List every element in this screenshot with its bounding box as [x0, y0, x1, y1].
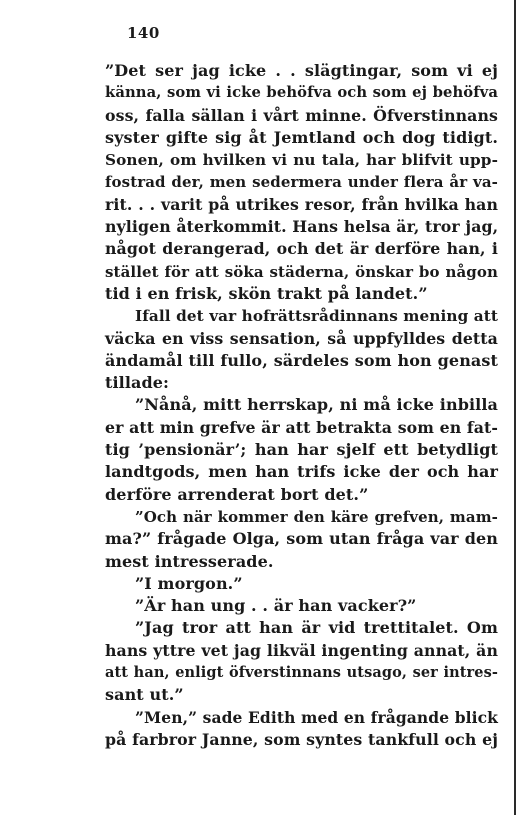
text-line: nyligen återkommit. Hans helsa är, tror jag, — [105, 217, 499, 237]
text-line: ”Är han ung . . är han vacker?” — [135, 596, 417, 616]
text-line: ”Och när kommer den käre grefven, mam- — [135, 507, 498, 526]
page-edge-shadow — [514, 0, 516, 815]
text-line: Ifall det var hofrättsrådinnans mening att — [135, 307, 499, 326]
text-line: ”Det ser jag icke . . slägtingar, som vi ej — [105, 61, 498, 80]
text-line: stället för att söka städerna, önskar bo någon — [105, 262, 498, 281]
text-line: ”Jag tror att han är vid trettitalet. Om — [135, 618, 498, 638]
text-line: oss, falla sällan i vårt minne. Öfverstinnans — [105, 105, 498, 125]
text-line: ändamål till fullo, särdeles som hon genast — [105, 350, 498, 370]
text-line: tig ’pensionär’; han har sjelf ett betydligt — [105, 440, 498, 460]
body-text — [105, 60, 498, 751]
text-line: ”Men,” sade Edith med en frågande blick — [135, 707, 498, 727]
text-line: Sonen, om hvilken vi nu tala, har blifvit upp- — [105, 151, 498, 170]
text-line: något derangerad, och det är derföre han, i — [105, 239, 498, 259]
text-line: mest intresserade. — [105, 551, 274, 571]
text-line: på farbror Janne, som syntes tankfull och ej — [105, 729, 498, 749]
text-line: ”Nånå, mitt herrskap, ni må icke inbilla — [135, 395, 498, 415]
text-line: hans yttre vet jag likväl ingenting annat, än — [105, 640, 498, 660]
text-line: tid i en frisk, skön trakt på landet.” — [105, 283, 428, 303]
text-line: känna, som vi icke behöfva och som ej behöfva — [105, 84, 498, 102]
text-line: er att min grefve är att betrakta som en fat- — [105, 417, 499, 437]
text-line: landtgods, men han trifs icke der och har — [105, 462, 498, 482]
text-line: derföre arrenderat bort det.” — [105, 484, 369, 504]
text-line: ma?” frågade Olga, som utan fråga var den — [105, 529, 498, 549]
text-line: tillade: — [105, 373, 170, 393]
text-line: syster gifte sig åt Jemtland och dog tidigt. — [105, 127, 498, 147]
text-line: rit. . . varit på utrikes resor, från hvilka han — [105, 194, 498, 214]
page-number: 140 — [127, 24, 160, 42]
text-line: ”I morgon.” — [135, 573, 243, 593]
text-line: fostrad der, men sedermera under flera år va- — [105, 173, 498, 192]
text-line: sant ut.” — [105, 685, 184, 705]
text-line: att han, enligt öfverstinnans utsago, ser intres- — [105, 664, 498, 682]
text-line: väcka en viss sensation, så uppfylldes detta — [105, 328, 498, 348]
